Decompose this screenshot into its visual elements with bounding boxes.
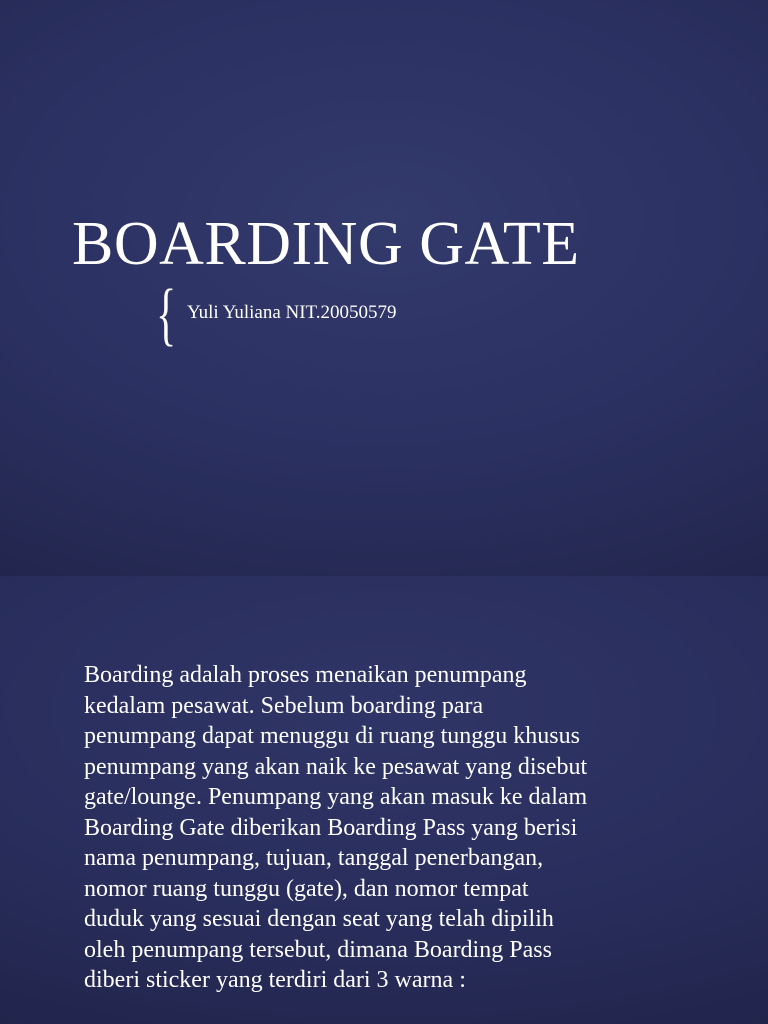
body-line: diberi sticker yang terdiri dari 3 warna : xyxy=(84,967,466,993)
body-line: duduk yang sesuai dengan seat yang telah dipilih xyxy=(84,906,554,932)
body-line: penumpang yang akan naik ke pesawat yang disebut xyxy=(84,753,588,780)
body-line: Boarding adalah proses menaikan penumpang xyxy=(84,662,527,688)
slide-title: BOARDING GATE xyxy=(72,210,580,278)
body-line: nomor ruang tunggu (gate), dan nomor tempat xyxy=(84,875,529,902)
body-line: nama penumpang, tujuan, tanggal penerbangan, xyxy=(84,845,544,871)
content-slide xyxy=(0,576,768,1024)
body-line: gate/lounge. Penumpang yang akan masuk ke dalam xyxy=(84,784,588,810)
curly-brace-decoration: { xyxy=(156,276,177,353)
author-subtitle: Yuli Yuliana NIT.20050579 xyxy=(187,302,397,323)
body-line: oleh penumpang tersebut, dimana Boarding Pass xyxy=(84,936,552,963)
body-line: Boarding Gate diberikan Boarding Pass yang berisi xyxy=(84,814,578,841)
body-paragraph xyxy=(84,660,744,996)
body-line: penumpang dapat menuggu di ruang tunggu khusus xyxy=(84,723,580,749)
body-line: kedalam pesawat. Sebelum boarding para xyxy=(84,692,484,719)
